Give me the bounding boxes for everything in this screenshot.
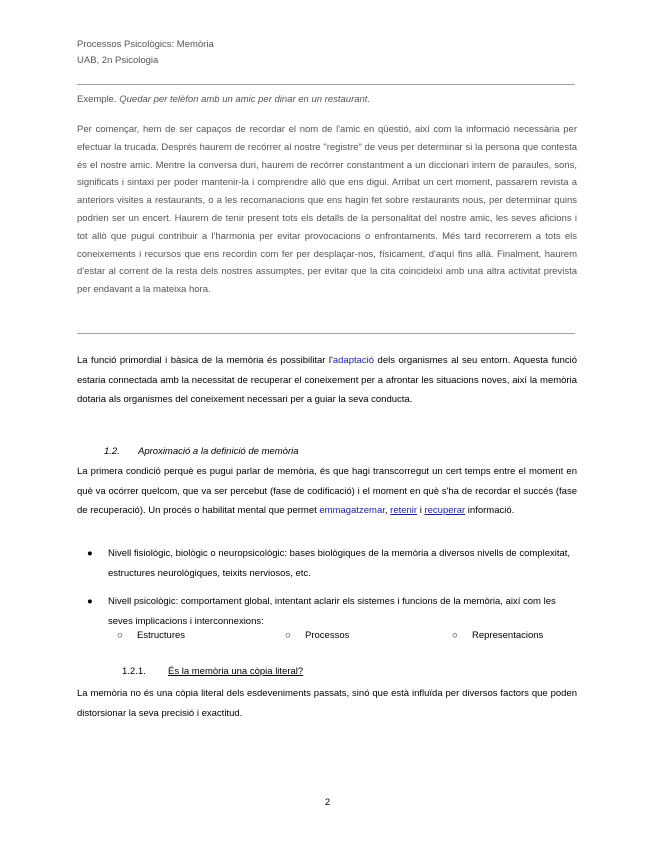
definition-text-end: informació.	[465, 505, 515, 516]
bullet-text: Nivell psicològic: comportament global, intentant aclarir els sistemes i funcions de la memòria, així com les seves implicacions i interconnexions:	[108, 596, 556, 627]
example-body: Per començar, hem de ser capaços de recordar el nom de l'amic en qüestió, així com la informació necessària per efectuar la trucada. Després haurem de recórrer al nostre "registre" de veus per determinar si la persona que contesta és el nostre amic. Mentre la conversa duri, haurem de recórrer constantment a un diccionari intern de paraules, sons, significats i sintaxi per poder mantenir-la i comprendre allò que ens digui. Arribat un cert moment, passarem revista a anteriors visites a restaurants, o a les recomanacions que ens hagin fet sobre restaurants nous, per determinar quins podrien ser un encert. Haurem de tenir present tots els detalls de la personalitat del nostre amic, les seves aficions i tot allò que pugui contribuir a l'harmonia per evitar provocacions o enfrontaments. Més tard recorrerem a tots els coneixements i recursos que ens recordin com fer per desplaçar-nos, físicament, d'aquí fins allà. Finalment, haurem d'estar al corrent de la resta dels nostres assumptes, per evitar que la cita coincideixi amb una altra activitat prevista per endavant a la mateixa hora.	[77, 124, 577, 296]
section-number: 1.2.	[104, 446, 120, 457]
intro-paragraph	[77, 351, 577, 410]
page-header	[77, 37, 214, 69]
example-label: Exemple.	[77, 94, 117, 105]
section-heading	[104, 446, 299, 457]
bullet-text: Nivell fisiològic, biològic o neuropsicològic: bases biològiques de la memòria a diversos nivells de complexitat, estructures neurològiques, teixits nerviosos, etc.	[108, 548, 571, 579]
separator: i	[417, 505, 425, 516]
circle-icon: ○	[285, 630, 291, 641]
sub-item-label: Processos	[305, 630, 350, 641]
link-retenir[interactable]: retenir	[390, 505, 418, 516]
final-paragraph: La memòria no és una còpia literal dels esdeveniments passats, sinó que està influïda per diversos factors que poden distorsionar la seva precisió i exactitud.	[77, 688, 577, 719]
subsection-number: 1.2.1.	[122, 666, 146, 677]
header-course: Processos Psicològics: Memòria	[77, 39, 214, 50]
bullet-icon: ●	[87, 548, 93, 559]
top-divider	[77, 84, 575, 85]
bottom-divider	[77, 333, 575, 334]
sub-item-label: Estructures	[137, 630, 186, 641]
header-university: UAB, 2n Psicologia	[77, 55, 159, 66]
example-heading	[77, 94, 577, 105]
circle-icon: ○	[452, 630, 458, 641]
link-emmagatzemar[interactable]: emmagatzemar	[319, 505, 385, 516]
sub-item-representacions	[452, 630, 543, 641]
section-title: Aproximació a la definició de memòria	[138, 446, 299, 457]
intro-text-end: dels organismes al seu entorn. Aquesta funció estaria connectada amb la necessitat de recuperar el coneixement per a afrontar les situacions noves, així la memòria dotaria als organismes del coneixement necessari per a guiar la seva conducta.	[77, 355, 578, 405]
bullet-icon: ●	[87, 596, 93, 607]
link-adaptacio[interactable]: adaptació	[332, 355, 375, 366]
subsection-title: És la memòria una còpia literal?	[168, 666, 304, 677]
example-title: Quedar per telèfon amb un amic per dinar en un restaurant.	[119, 94, 371, 105]
bullet-item-2	[77, 592, 577, 631]
link-recuperar[interactable]: recuperar	[424, 505, 466, 516]
subsection-heading	[122, 666, 303, 677]
sub-item-label: Representacions	[472, 630, 544, 641]
sub-item-processos	[285, 630, 349, 641]
bullet-item-1	[77, 544, 577, 583]
page-number: 2	[324, 797, 331, 808]
intro-text-start: La funció primordial i bàsica de la memòria és possibilitar l'	[77, 355, 333, 366]
definition-text: La primera condició perquè es pugui parlar de memòria, és que hagi transcorregut un cert temps entre el moment en què va ocórrer quelcom, que va ser percebut (fase de codificació) i el moment en què s'ha de recordar el succés (fase de recuperació). Un procés o habilitat mental que permet	[77, 466, 577, 516]
circle-icon: ○	[117, 630, 123, 641]
sub-item-estructures	[117, 630, 185, 641]
definition-paragraph	[77, 462, 577, 521]
separator: ,	[384, 505, 391, 516]
